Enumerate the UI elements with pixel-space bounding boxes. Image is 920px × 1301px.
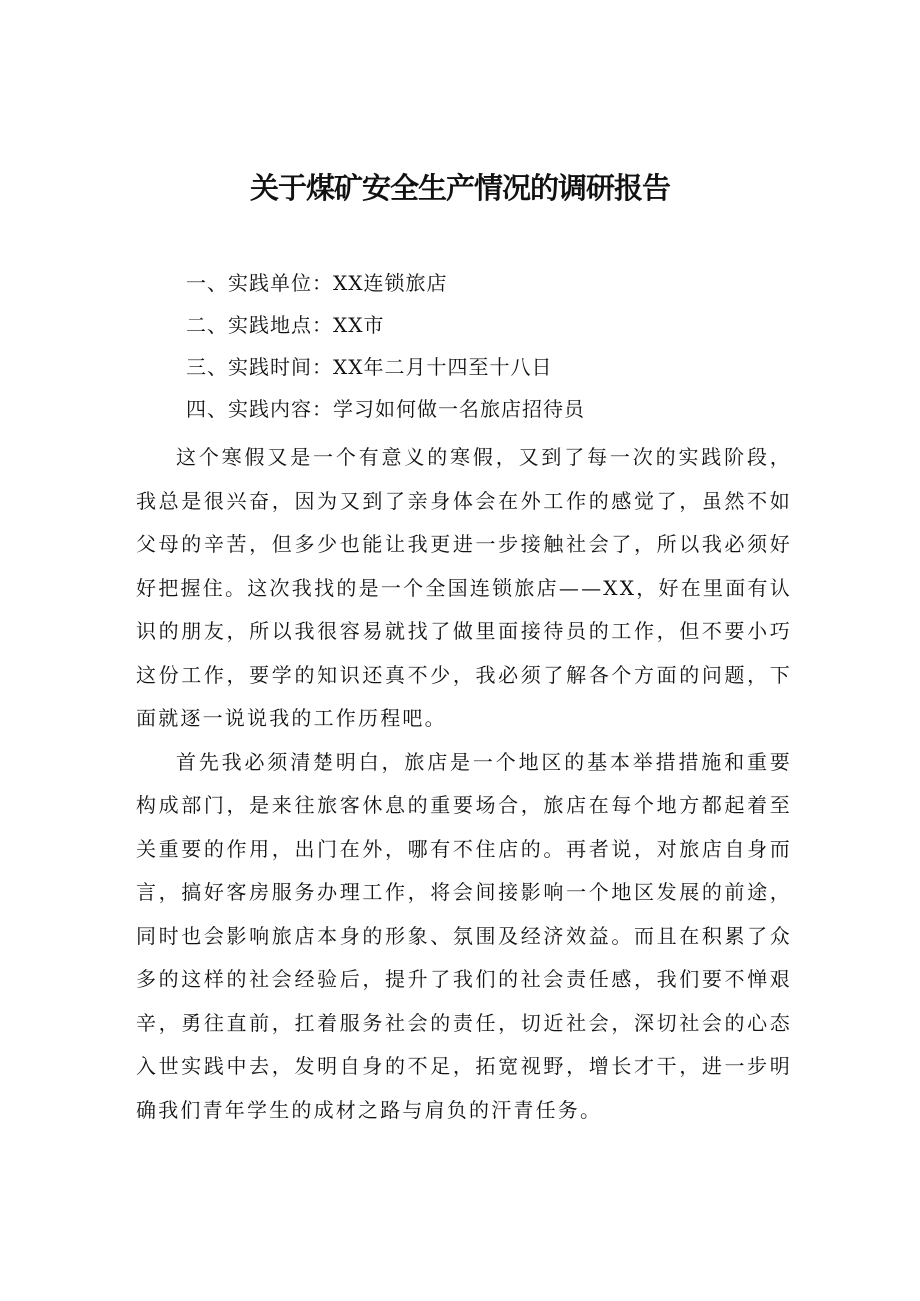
info-item-time: 三、实践时间：XX年二月十四至十八日 (186, 355, 553, 379)
paragraph-intro: 这个寒假又是一个有意义的寒假，又到了每一次的实践阶段，我总是很兴奋，因为又到了亲身体会在外工作的感觉了，虽然不如父母的辛苦，但多少也能让我更进一步接触社会了，所以我必须好好把握住。这次我找的是一个全国连锁旅店——XX，好在里面有认识的朋友，所以我很容易就找了做里面接待员的工作，但不要小巧这份工作，要学的知识还真不少，我必须了解各个方面的问题，下面就逐一说说我的工作历程吧。 (136, 445, 792, 730)
paragraph-importance: 首先我必须清楚明白，旅店是一个地区的基本举措措施和重要构成部门，是来往旅客休息的重要场合，旅店在每个地方都起着至关重要的作用，出门在外，哪有不住店的。再者说，对旅店自身而言，搞好客房服务办理工作，将会间接影响一个地区发展的前途，同时也会影响旅店本身的形象、氛围及经济效益。而且在积累了众多的这样的社会经验后，提升了我们的社会责任感，我们要不惮艰辛，勇往直前，扛着服务社会的责任，切近社会，深切社会的心态入世实践中去，发明自身的不足，拓宽视野，增长才干，进一步明确我们青年学生的成材之路与肩负的汗青任务。 (136, 749, 792, 1122)
info-item-location: 二、实践地点：XX市 (186, 313, 385, 337)
info-item-unit: 一、实践单位：XX连锁旅店 (186, 271, 448, 295)
practice-info-list (186, 262, 806, 430)
document-title: 关于煤矿安全生产情况的调研报告 (249, 171, 670, 205)
info-item-content: 四、实践内容：学习如何做一名旅店招待员 (186, 397, 585, 421)
document-body (136, 436, 792, 1132)
